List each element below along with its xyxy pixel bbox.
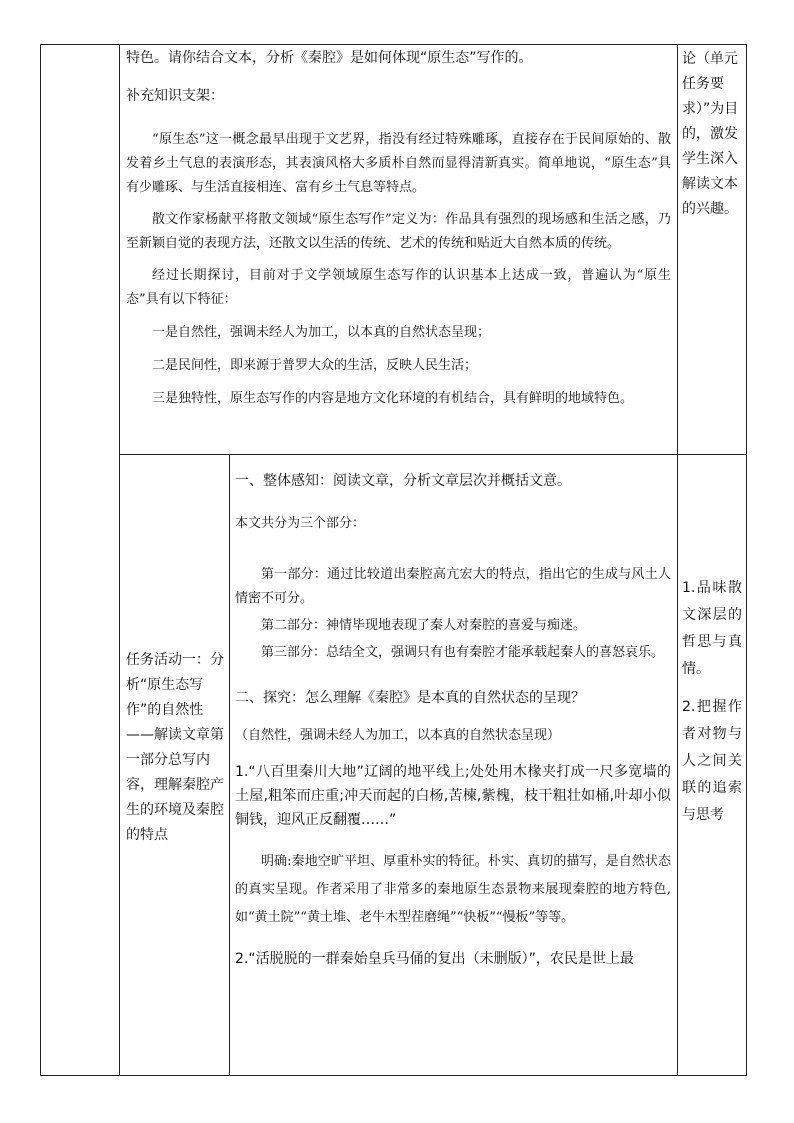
supplement-title: 补充知识支架： — [126, 88, 224, 104]
task-label-cell — [126, 648, 224, 868]
column-divider-3 — [677, 44, 678, 1076]
task-activity-label: 任务活动一：分析“原生态写作”的自然性——解读文章第一部分总写内容，理解秦腔产生的环境及秦腔的特点 — [126, 652, 224, 843]
supplement-paragraph-3: 经过长期探讨，目前对于文学领域原生态写作的认识基本上达成一致，普遍认为“原生态”具有以下特征： — [126, 268, 671, 307]
quote-2: 2.“活脱脱的一群秦始皇兵马俑的复出（未删版）”，农民是世上最 — [235, 951, 634, 967]
supplement-paragraph-1: “原生态”这一概念最早出现于文艺界，指没有经过特殊雕琢，直接存在于民间原始的、散发着乡土气息的表演形态，其表演风格大多质朴自然而显得清新真实。简单地说，“原生态”具有少雕琢、与生活直接相连、富有乡土气息等特点。 — [126, 132, 671, 195]
goal-2: 2.把握作者对物与人之间关联的追索与思考 — [682, 699, 742, 823]
section1-title: 一、整体感知：阅读文章，分析文章层次并概括文意。 — [235, 473, 571, 489]
table-right-border — [746, 44, 747, 1076]
column-divider-2 — [229, 454, 230, 1076]
section2-title: 二、探究：怎么理解《秦腔》是本真的自然状态的呈现？ — [235, 690, 585, 706]
part-2: 第二部分：神情毕现地表现了秦人对秦腔的喜爱与痴迷。 — [261, 618, 587, 633]
supplement-paragraph-4: 一是自然性，强调未经人为加工，以本真的自然状态呈现； — [152, 325, 491, 340]
intro-line: 特色。请你结合文本，分析《秦腔》是如何体现“原生态”写作的。 — [126, 50, 533, 66]
supplement-paragraph-5: 二是民间性，即来源于普罗大众的生活，反映人民生活； — [152, 358, 478, 373]
main-content-cell — [235, 470, 671, 1073]
goals-cell — [682, 575, 742, 935]
parts-box — [235, 563, 671, 665]
supplement-box — [126, 128, 671, 411]
part-3: 第三部分：总结全文，强调只有也有秦腔才能承载起秦人的喜怒哀乐。 — [261, 645, 665, 660]
top-intent-cell — [682, 47, 742, 449]
row-divider — [119, 454, 747, 455]
part-1: 第一部分：通过比较道出秦腔高亢宏大的特点，指出它的生成与风土人情密不可分。 — [235, 567, 671, 606]
supplement-paragraph-6: 三是独特性，原生态写作的内容是地方文化环境的有机结合，具有鲜明的地域特色。 — [152, 391, 634, 406]
section2-note: （自然性，强调未经人为加工，以本真的自然状态呈现） — [235, 728, 561, 743]
table-top-border — [40, 44, 747, 45]
table-bottom-border — [40, 1075, 747, 1076]
supplement-paragraph-2: 散文作家杨献平将散文领域“原生态写作”定义为：作品具有强烈的现场感和生活之感，乃至新颖自觉的表现方法，还散文以生活的传统、艺术的传统和贴近大自然本质的传统。 — [126, 212, 671, 251]
goal-1: 1.品味散文深层的哲思与真情。 — [682, 580, 742, 677]
quote-1: 1.“八百里秦川大地”辽阔的地平线上;处处用木椽夹打成一尺多宽墙的土屋,粗笨而庄重;冲天而起的白杨,苦楝,紫槐，枝干粗壮如桶,叶却小似铜钱，迎风正反翻覆……” — [235, 764, 671, 828]
design-intent-text: 论（单元任务要求）”为目的，激发学生深入解读文本的兴趣。 — [682, 51, 739, 217]
explanation-1: 明确:秦地空旷平坦、厚重朴实的特征。朴实、真切的描写，是自然状态的真实呈现。作者采用了非常多的秦地原生态景物来展现秦腔的地方特色,如“黄土院”“黄土堆、老牛木型茬磨绳”“快板”“慢板”等等。 — [235, 854, 671, 925]
top-content-cell — [126, 47, 671, 449]
structure-intro: 本文共分为三个部分： — [235, 516, 366, 531]
column-divider-1 — [119, 44, 120, 1076]
table-left-border — [40, 44, 41, 1076]
